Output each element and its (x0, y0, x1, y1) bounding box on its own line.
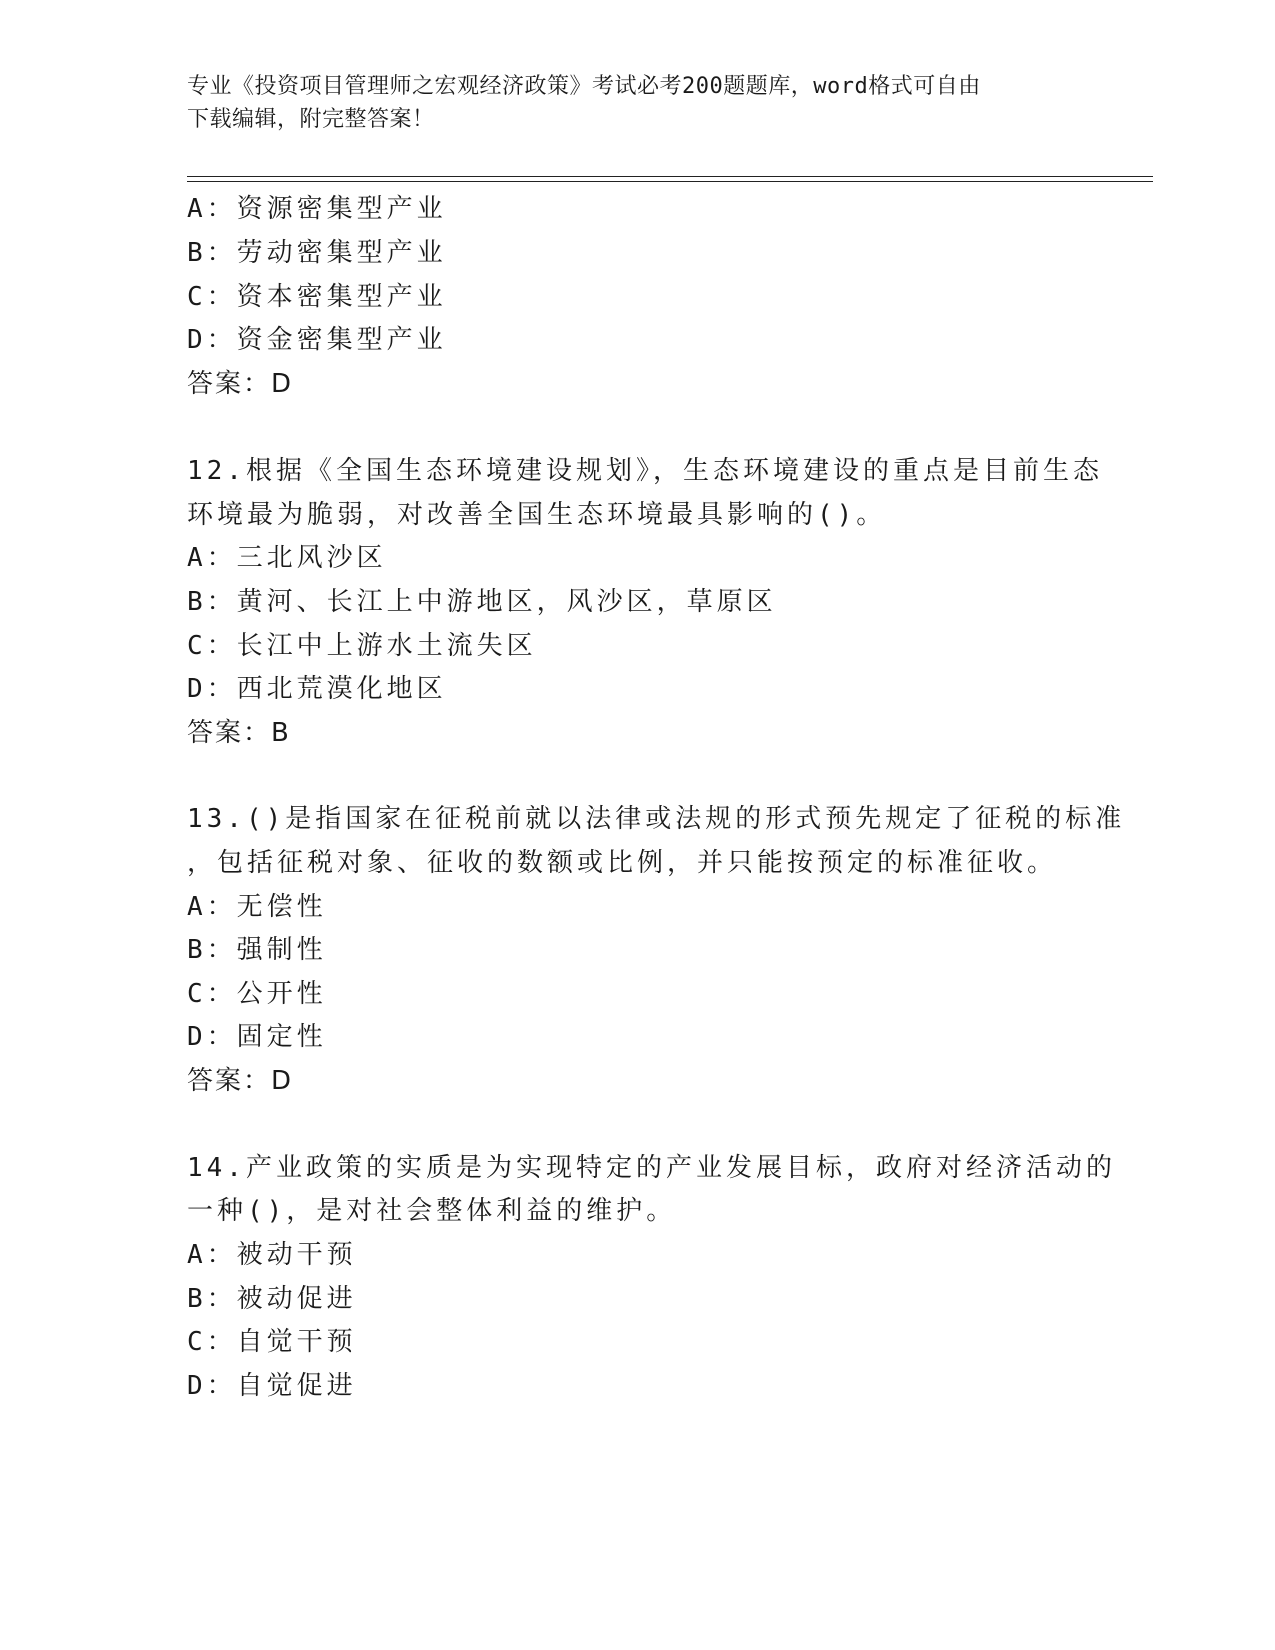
q11-option-d: D：资金密集型产业 (187, 325, 447, 355)
q12-option-c: C：长江中上游水土流失区 (187, 631, 537, 661)
q13-option-b: B：强制性 (187, 935, 327, 965)
q14-option-d: D：自觉促进 (187, 1371, 357, 1401)
q14-stem-line-2: 一种()，是对社会整体利益的维护。 (187, 1196, 677, 1226)
q12-option-d: D：西北荒漠化地区 (187, 674, 447, 704)
q14-option-c: C：自觉干预 (187, 1327, 357, 1357)
q13-option-a: A：无偿性 (187, 892, 327, 922)
q12-stem-line-2: 环境最为脆弱，对改善全国生态环境最具影响的()。 (187, 500, 887, 530)
q13-option-c: C：公开性 (187, 979, 327, 1009)
q12-answer: 答案：B (187, 718, 291, 748)
q12-option-a: A：三北风沙区 (187, 543, 387, 573)
q13-answer: 答案：D (187, 1066, 294, 1096)
header-line-1: 专业《投资项目管理师之宏观经济政策》考试必考200题题库，word格式可自由 (187, 74, 981, 99)
q12-option-b: B：黄河、长江上中游地区，风沙区，草原区 (187, 587, 777, 617)
q13-option-d: D：固定性 (187, 1022, 327, 1052)
q14-option-a: A：被动干预 (187, 1240, 357, 1270)
q13-stem-line-2: ，包括征税对象、征收的数额或比例，并只能按预定的标准征收。 (187, 848, 1058, 878)
q11-option-a: A：资源密集型产业 (187, 194, 447, 224)
header-divider-top (187, 176, 1153, 177)
q13-stem-line-1: 13.()是指国家在征税前就以法律或法规的形式预先规定了征税的标准 (187, 804, 1126, 834)
document-header (187, 70, 1067, 136)
q11-option-b: B：劳动密集型产业 (187, 238, 447, 268)
q14-stem-line-1: 14.产业政策的实质是为实现特定的产业发展目标，政府对经济活动的 (187, 1153, 1116, 1183)
q11-answer: 答案：D (187, 369, 294, 399)
q14-option-b: B：被动促进 (187, 1284, 357, 1314)
header-divider-bottom (187, 181, 1153, 182)
header-line-2: 下载编辑，附完整答案！ (187, 107, 435, 132)
q12-stem-line-1: 12.根据《全国生态环境建设规划》，生态环境建设的重点是目前生态 (187, 456, 1103, 486)
q11-option-c: C：资本密集型产业 (187, 282, 447, 312)
